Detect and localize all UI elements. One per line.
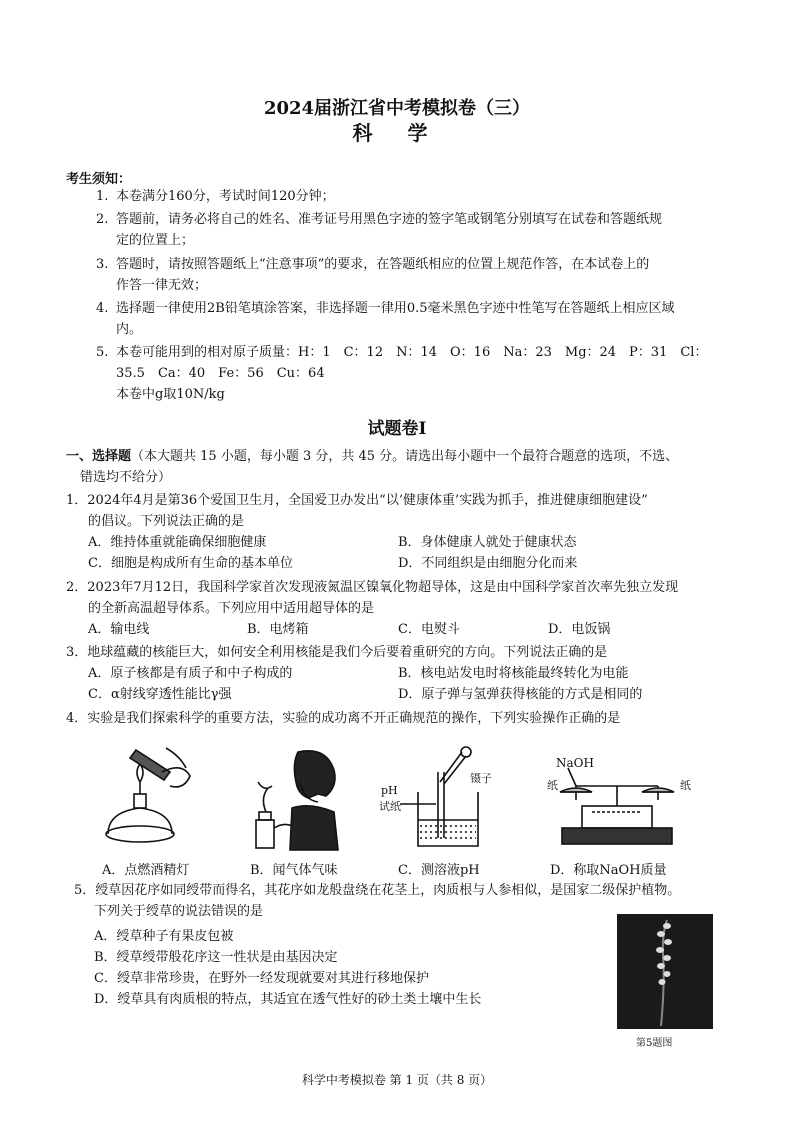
paper-left-label: 纸	[547, 779, 558, 792]
question-3-option-a: A．原子核都是有质子和中子构成的	[88, 666, 293, 681]
question-1-option-b: B．身体健康人就处于健康状态	[398, 535, 577, 550]
question-3-option-b: B．核电站发电时将核能最终转化为电能	[398, 666, 629, 681]
spiranthes-photo	[617, 914, 713, 1029]
page-footer: 科学中考模拟卷 第 1 页（共 8 页）	[301, 1073, 493, 1087]
question-1-option-d: D．不同组织是由细胞分化而来	[398, 556, 578, 571]
notice-heading: 考生须知：	[66, 172, 132, 187]
question-3-option-c: C．α射线穿透性能比γ强	[88, 687, 232, 702]
tweezers-label: 镊子	[470, 772, 492, 785]
notice-gravity-note: 本卷中g取10N/kg	[116, 387, 225, 402]
question-5-option-a: A．绶草种子有果皮包被	[94, 929, 234, 944]
question-4-option-d: D．称取NaOH质量	[550, 863, 667, 878]
photo-caption: 第5题图	[636, 1038, 673, 1049]
question-2-option-a: A．输电线	[88, 622, 150, 637]
paper-right-label: 纸	[680, 779, 691, 792]
orchid-stem-icon	[617, 914, 713, 1029]
ph-label: pH	[381, 784, 398, 797]
alcohol-lamp-figure	[100, 742, 200, 852]
question-2-option-c: C．电熨斗	[398, 622, 460, 637]
question-1-stem: 1．2024年4月是第36个爱国卫生月，全国爱卫办发出“以‘健康体重’实践为抓手，推进健康细胞建设”	[66, 493, 648, 508]
test-paper-label: 试纸	[379, 800, 401, 813]
question-5-stem-cont: 下列关于绶草的说法错误的是	[94, 904, 264, 919]
notice-item-4-cont: 内。	[116, 322, 143, 337]
notice-item-2-cont: 定的位置上；	[116, 233, 195, 248]
notice-item-5: 5. 本卷可能用到的相对原子质量：H：1 C：12 N：14 O：16 Na：23 Mg：24 P：31 Cl：	[96, 345, 708, 360]
question-5-option-d: D．绶草具有肉质根的特点，其适宜在透气性好的砂土类土壤中生长	[94, 992, 482, 1007]
section-title: 试题卷I	[367, 419, 427, 439]
notice-item-3: 3. 答题时，请按照答题纸上“注意事项”的要求，在答题纸相应的位置上规范作答，在本试卷上的	[96, 257, 650, 272]
part-one-heading: 一、选择题（本大题共 15 小题，每小题 3 分，共 45 分。请选出每小题中一个最符合题意的选项，不选、	[66, 449, 679, 464]
question-4-stem: 4．实验是我们探索科学的重要方法，实验的成功离不开正确规范的操作，下列实验操作正确的是	[66, 711, 621, 726]
question-4-option-c: C．测溶液pH	[398, 863, 480, 878]
notice-item-2: 2. 答题前，请务必将自己的姓名、准考证号用黑色字迹的签字笔或钢笔分别填写在试卷和答题纸规	[96, 212, 663, 227]
exam-title: 2024届浙江省中考模拟卷（三）	[263, 98, 531, 119]
question-4-option-a: A．点燃酒精灯	[102, 863, 190, 878]
question-2-stem-cont: 的全新高温超导体系。下列应用中适用超导体的是	[88, 601, 375, 616]
notice-item-5-cont: 35.5 Ca：40 Fe：56 Cu：64	[116, 366, 325, 381]
question-3-option-d: D．原子弹与氢弹获得核能的方式是相同的	[398, 687, 643, 702]
question-2-option-d: D．电饭锅	[548, 622, 611, 637]
notice-item-1: 1. 本卷满分160分，考试时间120分钟；	[96, 189, 335, 204]
question-5-option-c: C．绶草非常珍贵，在野外一经发现就要对其进行移地保护	[94, 971, 429, 986]
ph-test-figure	[378, 742, 488, 852]
naoh-label: NaOH	[556, 756, 594, 770]
question-5-option-b: B．绶草绶带般花序这一性状是由基因决定	[94, 950, 338, 965]
question-1-option-a: A．维持体重就能确保细胞健康	[88, 535, 267, 550]
subject-title: 科 学	[352, 121, 442, 145]
question-3-stem: 3．地球蕴藏的核能巨大，如何安全利用核能是我们今后要着重研究的方向。下列说法正确的是	[66, 645, 608, 660]
question-5-stem: 5．绶草因花序如同绶带而得名，其花序如龙般盘绕在花茎上，肉质根与人参相似，是国家二级保护植物。	[74, 883, 681, 898]
question-1-stem-cont: 的倡议。下列说法正确的是	[88, 514, 245, 529]
question-1-option-c: C．细胞是构成所有生命的基本单位	[88, 556, 293, 571]
notice-item-4: 4. 选择题一律使用2B铅笔填涂答案，非选择题一律用0.5毫米黑色字迹中性笔写在答题纸上相应区域	[96, 301, 675, 316]
question-2-option-b: B．电烤箱	[247, 622, 309, 637]
question-2-stem: 2．2023年7月12日，我国科学家首次发现液氮温区镍氧化物超导体，这是由中国科学家首次率先独立发现	[66, 580, 679, 595]
question-4-option-b: B．闻气体气味	[250, 863, 338, 878]
part-one-desc-cont: 错选均不给分）	[80, 470, 172, 485]
smelling-gas-figure	[238, 742, 348, 852]
notice-item-3-cont: 作答一律无效；	[116, 278, 208, 293]
